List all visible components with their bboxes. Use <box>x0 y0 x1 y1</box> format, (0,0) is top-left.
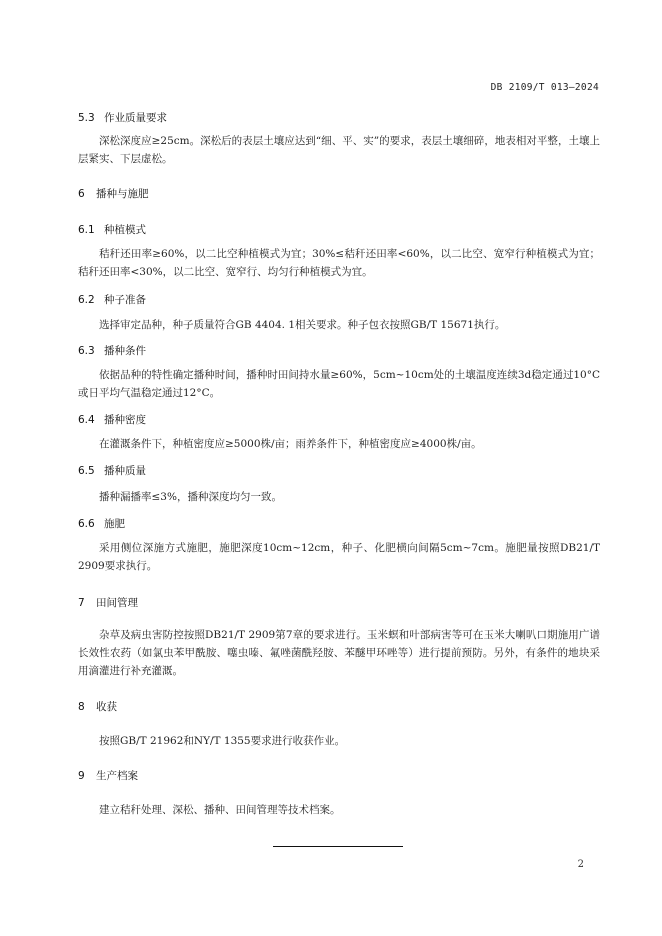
paragraph-7: 杂草及病虫害防控按照DB21/T 2909第7章的要求进行。玉米螟和叶部病害等可在玉米大喇叭口期施用广谱长效性农药（如氯虫苯甲酰胺、噻虫嗪、氟唑菌酰羟胺、苯醚甲环唑等）进行提前预防。另外，有条件的地块采用滴灌进行补充灌溉。 <box>78 629 600 677</box>
end-rule <box>273 846 403 847</box>
page-number: 2 <box>577 859 584 870</box>
section-number: 6.4 <box>78 414 95 426</box>
section-number: 6 <box>78 188 85 200</box>
section-number: 6.6 <box>78 518 95 530</box>
section-title: 收获 <box>96 701 117 713</box>
document-id: DB 2109/T 013—2024 <box>490 82 599 93</box>
paragraph-6-3: 依据品种的特性确定播种时间，播种时田间持水量≥60%，5cm~10cm处的土壤温度连续3d稳定通过10°C或日平均气温稳定通过12°C。 <box>78 369 600 399</box>
section-title: 播种密度 <box>104 414 146 426</box>
section-number: 6.5 <box>78 465 95 477</box>
heading-6-4 <box>78 412 146 427</box>
paragraph-9: 建立秸秆处理、深松、播种、田间管理等技术档案。 <box>99 804 341 816</box>
section-title: 生产档案 <box>96 770 138 782</box>
heading-6-3 <box>78 343 146 358</box>
section-title: 播种与施肥 <box>96 188 149 200</box>
paragraph-6-4: 在灌溉条件下，种植密度应≥5000株/亩；雨养条件下，种植密度应≥4000株/亩。 <box>99 438 482 450</box>
section-number: 7 <box>78 597 85 609</box>
paragraph-8: 按照GB/T 21962和NY/T 1355要求进行收获作业。 <box>99 735 346 747</box>
paragraph-6-5: 播种漏播率≤3%，播种深度均匀一致。 <box>99 491 282 503</box>
paragraph-5-3: 深松深度应≥25cm。深松后的表层土壤应达到“细、平、实”的要求，表层土壤细碎，地表相对平整，土壤上层紧实、下层虚松。 <box>78 135 600 165</box>
section-number: 5.3 <box>78 112 95 124</box>
paragraph-6-1: 秸秆还田率≥60%，以二比空种植模式为宜；30%≤秸秆还田率<60%，以二比空、宽窄行种植模式为宜；秸秆还田率<30%，以二比空、宽窄行、均匀行种植模式为宜。 <box>78 248 600 278</box>
section-title: 播种条件 <box>104 345 146 357</box>
heading-9 <box>78 768 138 783</box>
section-number: 6.3 <box>78 345 95 357</box>
section-number: 6.2 <box>78 294 95 306</box>
heading-6-6 <box>78 516 125 531</box>
heading-5-3 <box>78 110 167 125</box>
heading-6-5 <box>78 463 146 478</box>
section-number: 8 <box>78 701 85 713</box>
section-number: 6.1 <box>78 224 95 236</box>
heading-6 <box>78 186 149 201</box>
paragraph-6-2: 选择审定品种，种子质量符合GB 4404. 1相关要求。种子包衣按照GB/T 15671执行。 <box>99 319 506 331</box>
section-number: 9 <box>78 770 85 782</box>
section-title: 播种质量 <box>104 465 146 477</box>
heading-6-1 <box>78 222 146 237</box>
heading-8 <box>78 699 117 714</box>
section-title: 种植模式 <box>104 224 146 236</box>
section-title: 施肥 <box>104 518 125 530</box>
paragraph-6-6: 采用侧位深施方式施肥，施肥深度10cm~12cm，种子、化肥横向间隔5cm~7cm。施肥量按照DB21/T 2909要求执行。 <box>78 542 600 572</box>
section-title: 种子准备 <box>104 294 146 306</box>
heading-6-2 <box>78 292 146 307</box>
heading-7 <box>78 595 138 610</box>
section-title: 田间管理 <box>96 597 138 609</box>
section-title: 作业质量要求 <box>104 112 167 124</box>
